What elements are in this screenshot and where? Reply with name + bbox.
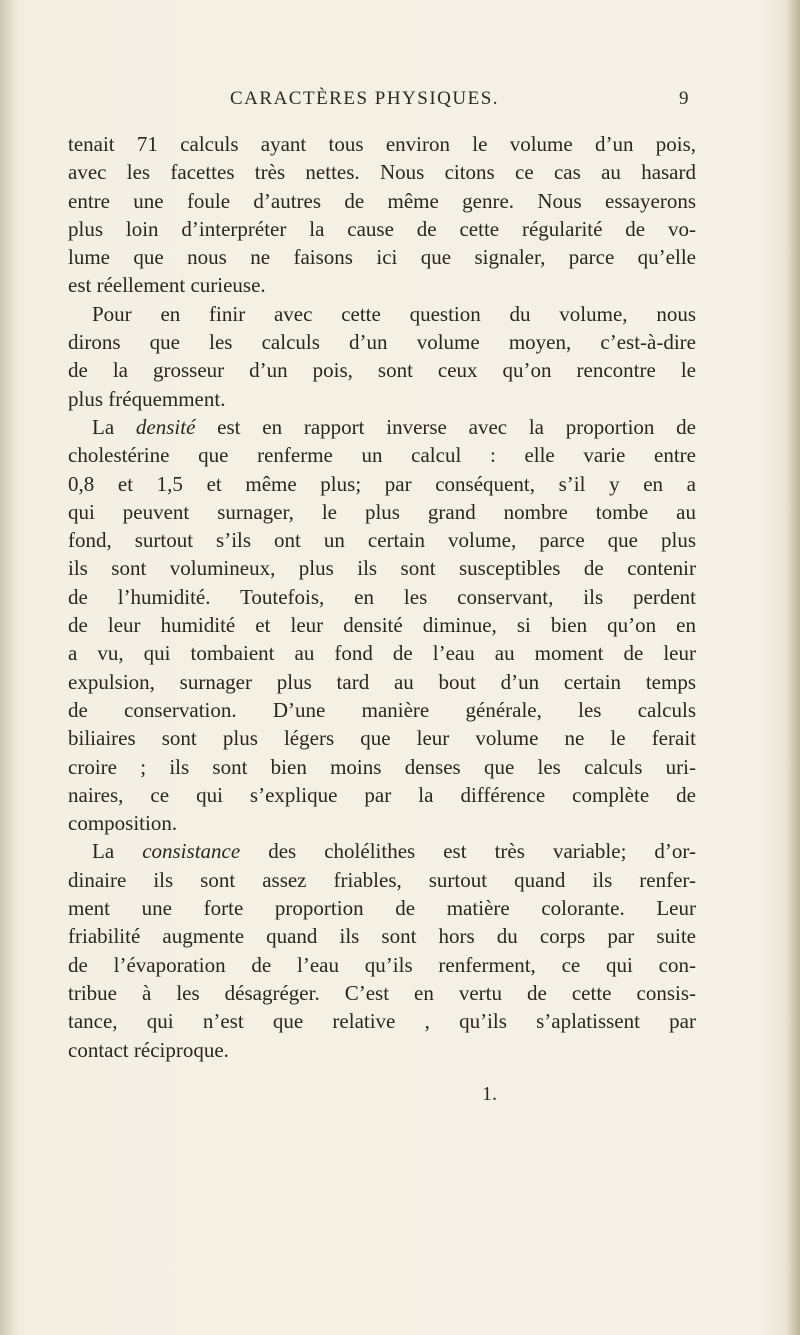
spine-shadow: [0, 0, 18, 1335]
text-line: avec les facettes très nettes. Nous citons ce cas au hasard: [68, 160, 696, 185]
italic-term: consistance: [142, 839, 241, 864]
text-line: [68, 837, 696, 865]
text-line: contact réciproque.: [68, 1037, 229, 1062]
text-line: cholestérine que renferme un calcul : elle varie entre: [68, 443, 696, 468]
text-line: a vu, qui tombaient au fond de l’eau au moment de leur: [68, 641, 696, 666]
text-segment: des cholélithes est très variable; d’or-: [240, 839, 696, 864]
text-line: de l’évaporation de l’eau qu’ils renferment, ce qui con-: [68, 952, 696, 977]
text-line: fond, surtout s’ils ont un certain volume, parce que plus: [68, 528, 696, 553]
text-line: biliaires sont plus légers que leur volume ne le ferait: [68, 726, 696, 751]
text-line: tenait 71 calculs ayant tous environ le volume d’un pois,: [68, 132, 696, 156]
text-segment: est en rapport inverse avec la proportion de: [195, 414, 697, 439]
text-line: tance, qui n’est que relative , qu’ils s’aplatissent par: [68, 1009, 696, 1034]
text-line: tribue à les désagréger. C’est en vertu de cette consis-: [68, 980, 696, 1005]
text-line: de la grosseur d’un pois, sont ceux qu’on rencontre le: [68, 358, 696, 383]
running-title: CARACTÈRES PHYSIQUES.: [230, 88, 500, 109]
text-segment: La: [92, 839, 143, 864]
text-line: est réellement curieuse.: [68, 273, 266, 298]
text-line: dirons que les calculs d’un volume moyen, c’est-à-dire: [68, 330, 696, 355]
text-line: lume que nous ne faisons ici que signaler, parce qu’elle: [68, 245, 696, 270]
text-line: expulsion, surnager plus tard au bout d’un certain temps: [68, 669, 696, 694]
page-number: 9: [679, 88, 690, 109]
text-line: 0,8 et 1,5 et même plus; par conséquent, s’il y en a: [68, 471, 696, 496]
text-line: de l’humidité. Toutefois, en les conservant, ils perdent: [68, 584, 696, 609]
page-edge: [786, 0, 800, 1335]
signature-mark: 1.: [482, 1083, 497, 1105]
body-text: [68, 130, 696, 1064]
text-line: composition.: [68, 811, 178, 836]
text-line: friabilité augmente quand ils sont hors du corps par suite: [68, 924, 696, 949]
text-line: plus fréquemment.: [68, 386, 226, 411]
text-line: plus loin d’interpréter la cause de cette régularité de vo-: [68, 216, 696, 241]
text-line: [68, 413, 696, 441]
text-line: croire ; ils sont bien moins denses que les calculs uri-: [68, 754, 696, 779]
text-line: ils sont volumineux, plus ils sont susceptibles de contenir: [68, 556, 696, 581]
text-line: dinaire ils sont assez friables, surtout quand ils renfer-: [68, 867, 696, 892]
text-line: Pour en finir avec cette question du volume, nous: [92, 301, 696, 326]
running-header: [230, 88, 690, 110]
text-line: de conservation. D’une manière générale, les calculs: [68, 697, 696, 722]
italic-term: densité: [135, 414, 196, 439]
text-line: ment une forte proportion de matière colorante. Leur: [68, 896, 696, 921]
text-line: entre une foule d’autres de même genre. Nous essayerons: [68, 188, 696, 213]
text-segment: La: [92, 414, 136, 439]
text-line: naires, ce qui s’explique par la différence complète de: [68, 782, 696, 807]
text-line: de leur humidité et leur densité diminue, si bien qu’on en: [68, 613, 696, 638]
text-line: qui peuvent surnager, le plus grand nombre tombe au: [68, 499, 696, 524]
